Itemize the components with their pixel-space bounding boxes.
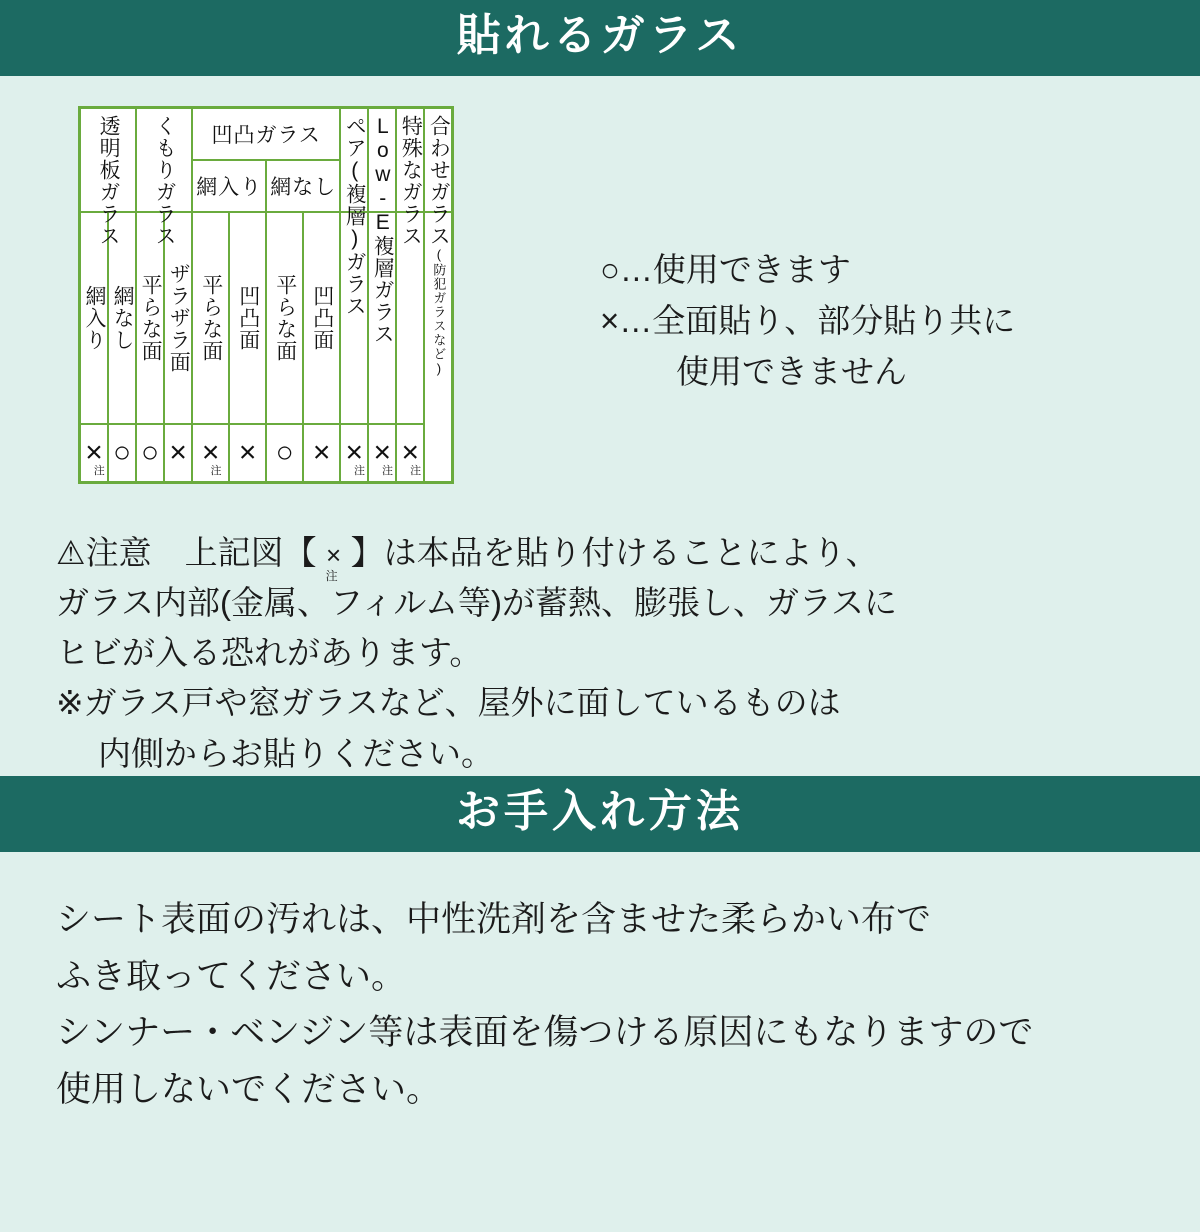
subheader-frosted-flat: 平らな面	[136, 212, 164, 424]
cell-result-3: ○	[136, 424, 164, 483]
legend-line-not-usable-cont: 使用できません	[676, 353, 907, 391]
table-row	[80, 424, 453, 483]
header-pair-glass: ペア(複層)ガラス	[340, 108, 368, 213]
glass-compatibility-table-wrap	[78, 106, 454, 484]
care-instructions	[56, 892, 1033, 1119]
cell-result-4: ×	[164, 424, 192, 483]
legend-line-not-usable: ×…全面貼り、部分貼り共に	[600, 302, 1016, 340]
cell-result-6: ×	[229, 424, 266, 483]
caution-notes	[56, 528, 897, 779]
subheader-nomesh-textured: 凹凸面	[303, 212, 340, 424]
section-header-glass: 貼れるガラス	[0, 0, 1200, 76]
subheader-nomesh-flat: 平らな面	[266, 212, 303, 424]
caution-line-2: ガラス内部(金属、フィルム等)が蓄熱、膨張し、ガラスに	[56, 584, 898, 622]
subheader-clear-with-mesh: 網入り	[80, 212, 109, 424]
header-laminated-glass: 合わせガラス(防犯ガラスなど)	[424, 108, 453, 213]
subheader-mesh-flat: 平らな面	[192, 212, 229, 424]
caution-line-4: ※ガラス戸や窓ガラスなど、屋外に面しているものは	[56, 684, 841, 722]
cell-result-9: × 注	[340, 424, 368, 483]
header-textured-no-mesh: 網なし	[266, 160, 340, 212]
header-textured-glass: 凹凸ガラス	[192, 108, 340, 161]
cell-result-8: ×	[303, 424, 340, 483]
glass-compatibility-table	[78, 106, 454, 484]
table-header-row-1	[80, 108, 453, 161]
table-header-row-3	[80, 212, 453, 424]
cell-result-1: × 注	[80, 424, 109, 483]
subheader-frosted-rough: ザラザラ面	[164, 212, 192, 424]
subheader-clear-no-mesh: 網なし	[108, 212, 136, 424]
care-section	[0, 852, 1200, 1232]
header-clear-glass: 透明板ガラス	[80, 108, 137, 213]
header-special-glass: 特殊なガラス	[396, 108, 424, 213]
header-lowe-glass: Low-E複層ガラス	[368, 108, 396, 213]
subheader-mesh-textured: 凹凸面	[229, 212, 266, 424]
legend	[600, 244, 1015, 397]
cell-result-2: ○	[108, 424, 136, 483]
caution-line-1: ⚠注意 上記図【 × 注 】は本品を貼り付けることにより、	[56, 534, 879, 584]
warning-mark-icon: × 注	[325, 540, 342, 584]
glass-section	[0, 76, 1200, 776]
legend-line-usable: ○…使用できます	[600, 251, 851, 288]
caution-line-3: ヒビが入る恐れがあります。	[56, 634, 483, 672]
cell-result-10: × 注	[368, 424, 396, 483]
care-line-2: ふき取ってください。	[56, 956, 407, 996]
cell-result-7: ○	[266, 424, 303, 483]
cell-result-11: × 注	[396, 424, 424, 483]
cell-result-5: × 注	[192, 424, 229, 483]
care-line-4: 使用しないでください。	[56, 1070, 442, 1110]
section-header-care: お手入れ方法	[0, 776, 1200, 852]
caution-line-5: 内側からお貼りください。	[98, 734, 494, 772]
care-line-1: シート表面の汚れは、中性洗剤を含ませた柔らかい布で	[56, 900, 932, 939]
care-line-3: シンナー・ベンジン等は表面を傷つける原因にもなりますので	[56, 1013, 1034, 1053]
header-textured-with-mesh: 網入り	[192, 160, 266, 212]
header-frosted-glass: くもりガラス	[136, 108, 192, 213]
